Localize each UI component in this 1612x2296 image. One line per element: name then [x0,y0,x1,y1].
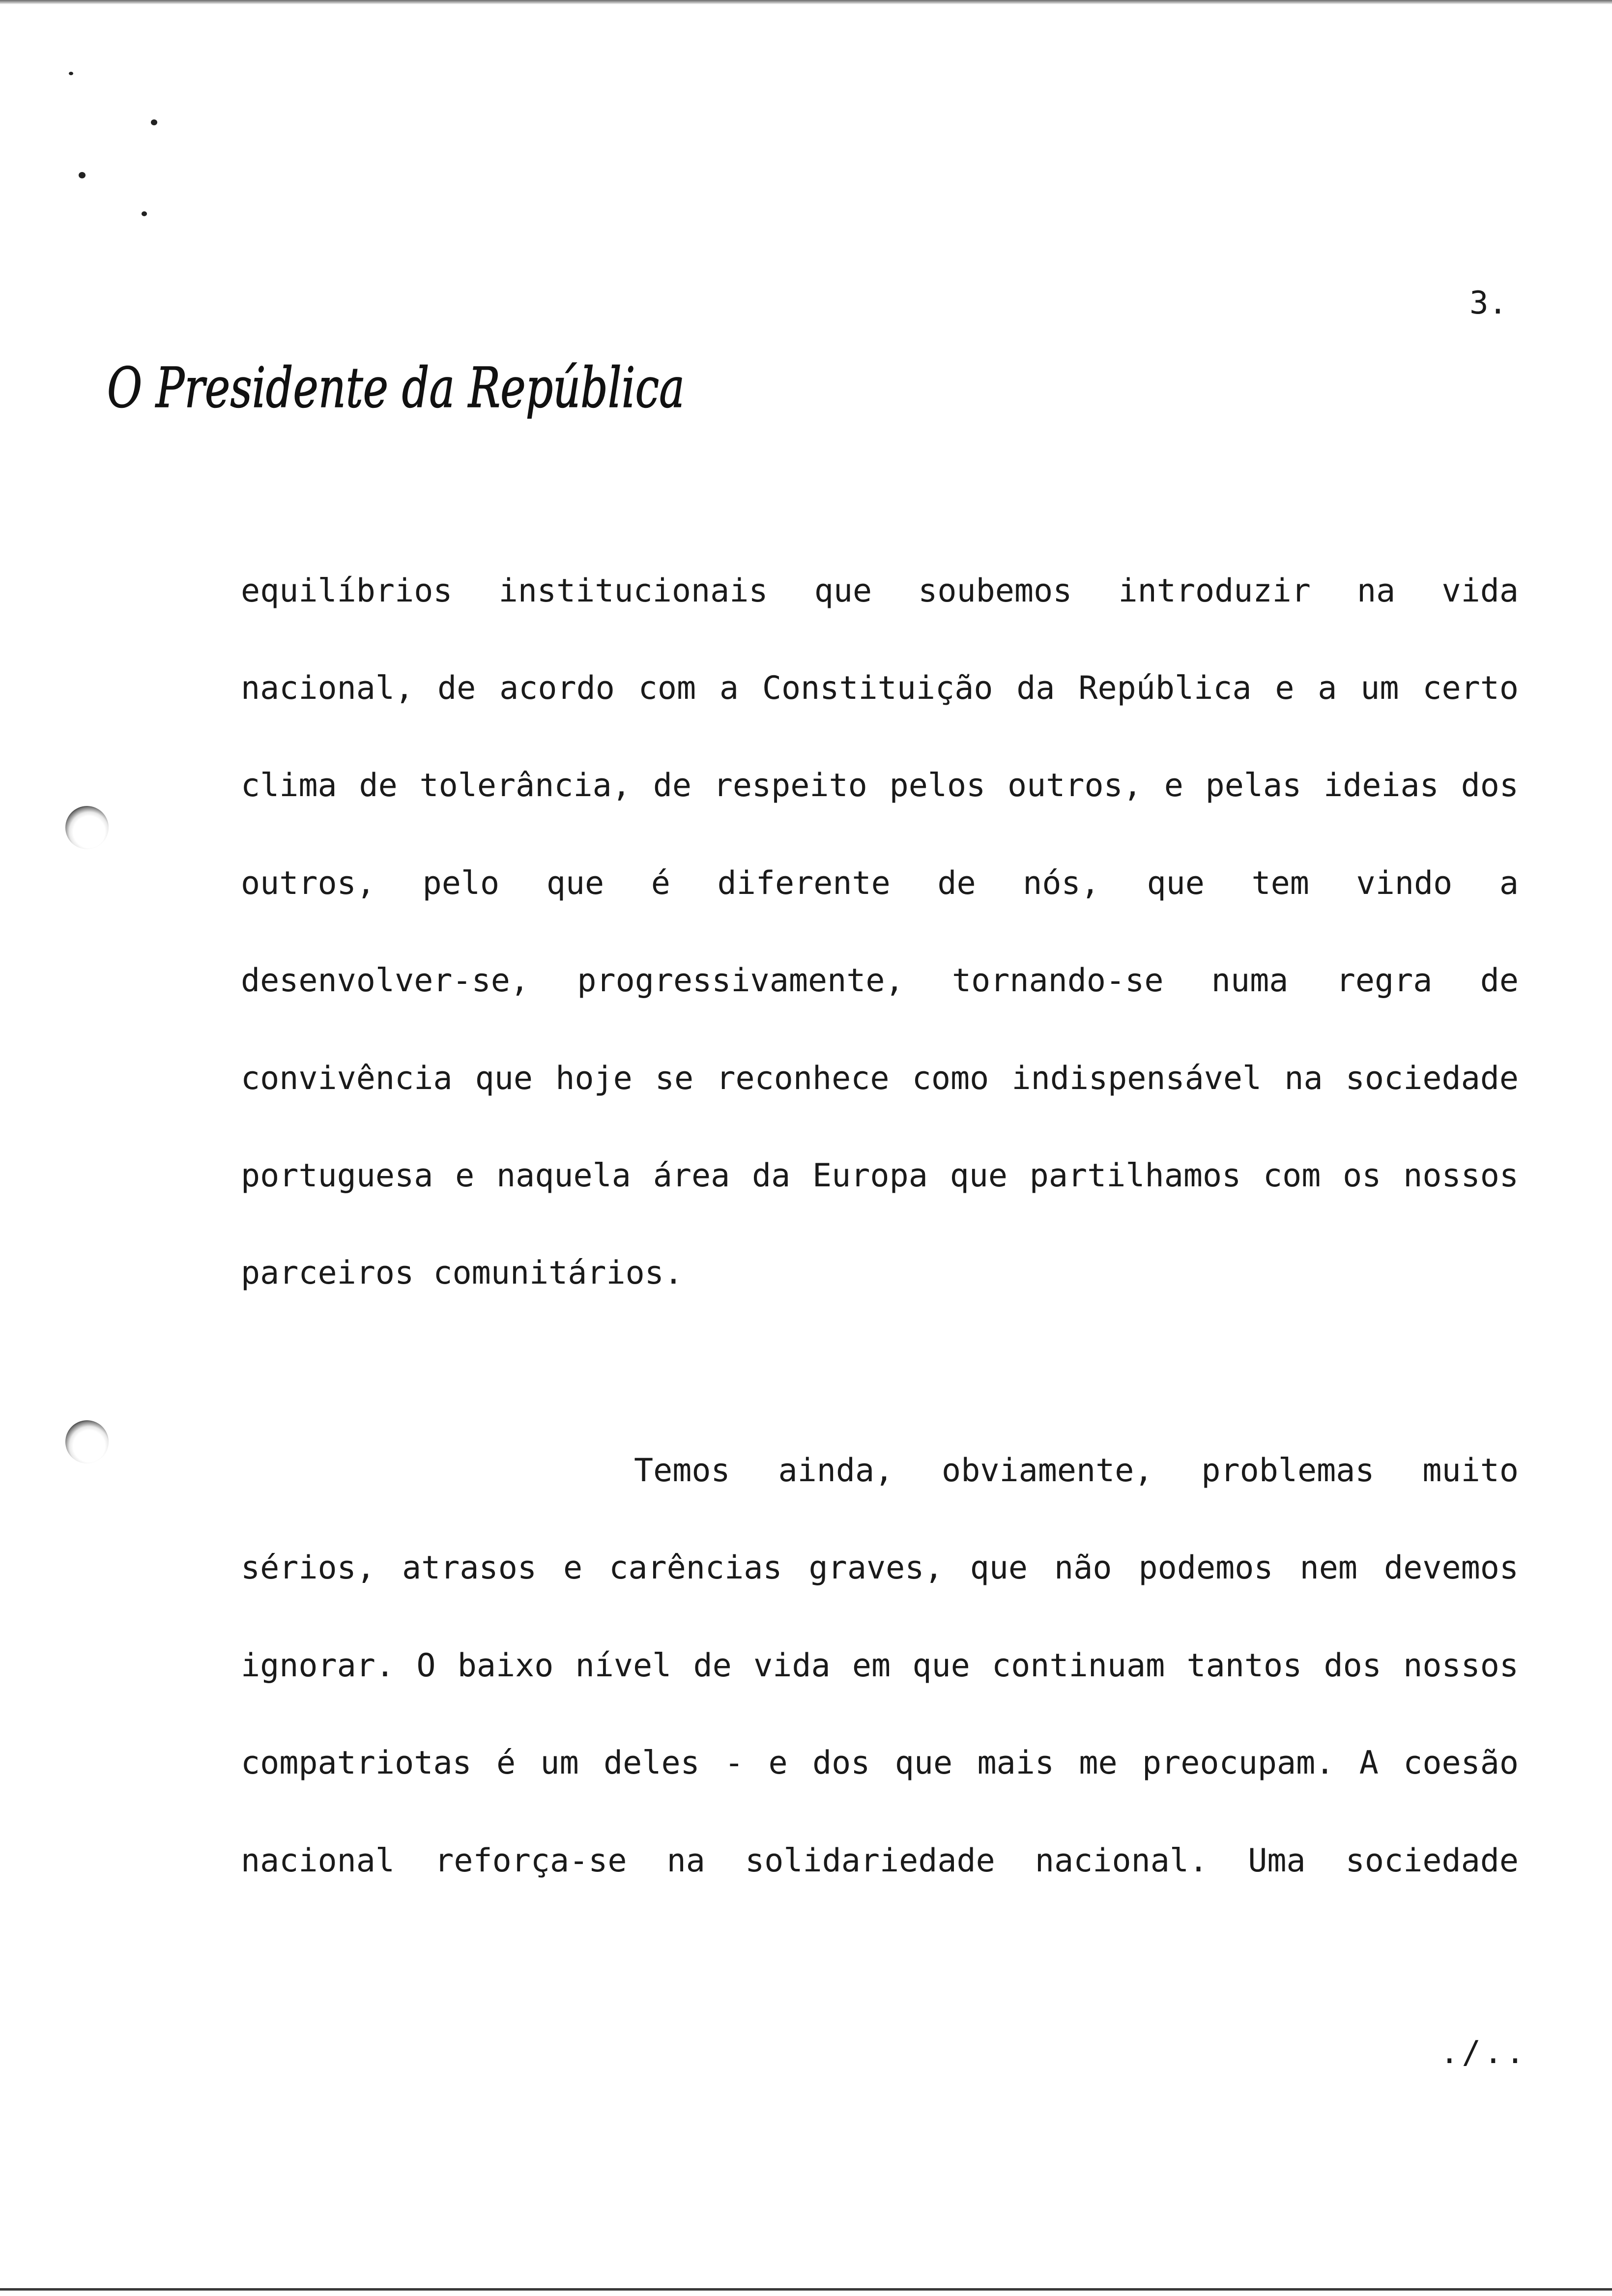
scan-speck [79,172,86,178]
text-line: outros, pelo que é diferente de nós, que tem vindo a [241,865,1519,902]
text-line: convivência que hoje se reconhece como indispensável na sociedade [241,1060,1519,1097]
text-line: parceiros comunitários. [241,1255,684,1292]
punch-hole-top [65,806,109,849]
svg-text:O Presidente da República: O Presidente da República [107,356,685,420]
scan-speck [142,211,147,216]
text-line: nacional, de acordo com a Constituição da República e a um certo [241,670,1519,707]
text-line: ignorar. O baixo nível de vida em que continuam tantos dos nossos [241,1647,1519,1684]
scan-edge-top [0,0,1612,4]
text-line: equilíbrios institucionais que soubemos introduzir na vida [241,573,1519,609]
letterhead-signature [103,344,693,442]
scan-speck [69,72,73,75]
punch-hole-bottom [65,1420,109,1464]
text-line: nacional reforça-se na solidariedade nacional. Uma sociedade [241,1842,1519,1879]
continuation-mark: ./.. [1440,2035,1528,2071]
scan-speck [151,119,157,125]
text-line: sérios, atrasos e carências graves, que não podemos nem devemos [241,1550,1519,1586]
text-line: Temos ainda, obviamente, problemas muito [634,1452,1519,1489]
page-number: 3. [1469,285,1508,321]
text-line: clima de tolerância, de respeito pelos outros, e pelas ideias dos [241,767,1519,804]
text-line: compatriotas é um deles - e dos que mais me preocupam. A coesão [241,1745,1519,1781]
text-line: desenvolver-se, progressivamente, tornando-se numa regra de [241,962,1519,999]
text-line: portuguesa e naquela área da Europa que partilhamos com os nossos [241,1157,1519,1194]
scan-edge-bottom [0,2288,1612,2291]
